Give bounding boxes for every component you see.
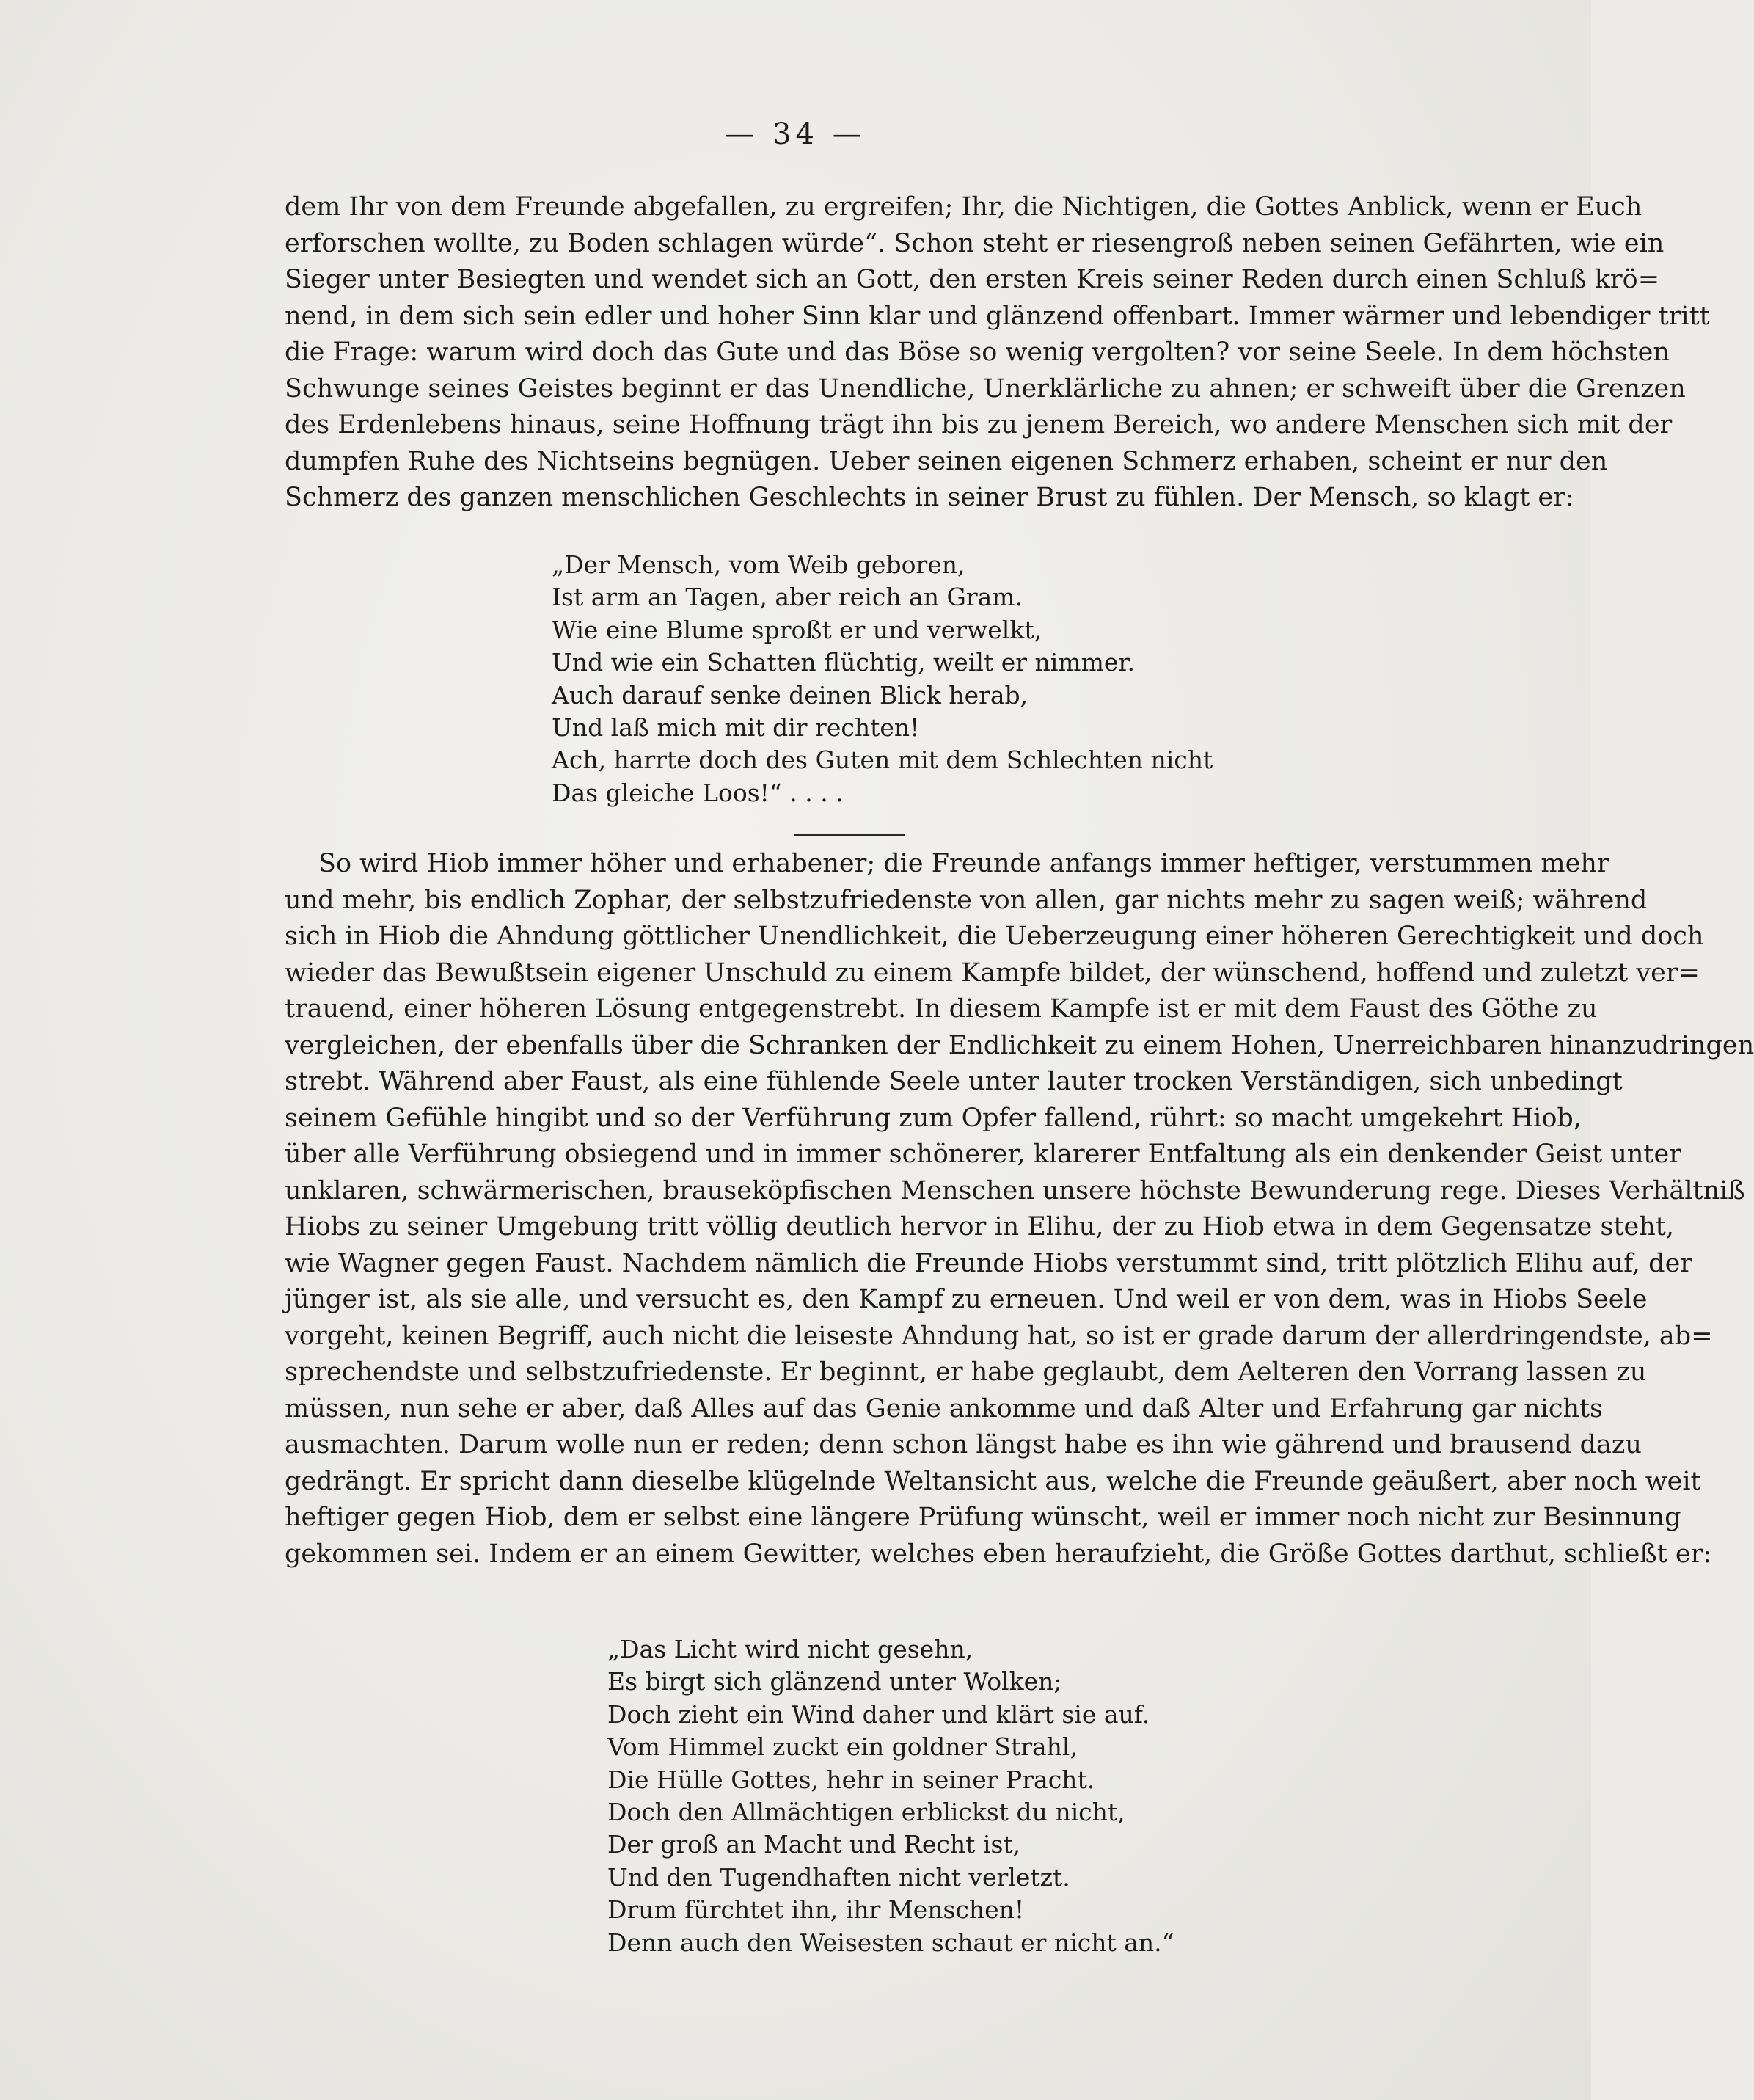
text-line: unklaren, schwärmerischen, brauseköpfischen Menschen unsere höchste Bewunderung rege. Dieses Verhältniß [285,1175,1745,1206]
text-line: die Frage: warum wird doch das Gute und das Böse so wenig vergolten? vor seine Seele. In dem höchsten [285,338,1670,367]
text-line: strebt. Während aber Faust, als eine fühlende Seele unter lauter trocken Verständigen, sich unbedingt [285,1067,1623,1096]
text-line: heftiger gegen Hiob, dem er selbst eine längere Prüfung wünscht, weil er immer noch nicht zur Besinnung [285,1503,1681,1532]
verse-line: „Der Mensch, vom Weib geboren, [552,550,965,579]
verse-line: Ach, harrte doch des Guten mit dem Schlechten nicht [552,745,1213,775]
verse-line: Doch den Allmächtigen erblickst du nicht, [607,1797,1125,1826]
page-number: — 34 — [725,117,866,151]
text-line: wieder das Bewußtsein eigener Unschuld zu einem Kampfe bildet, der wünschend, hoffend und zuletzt ver= [285,958,1700,988]
text-line: ausmachten. Darum wolle nun er reden; denn schon längst habe es ihn wie gährend und brausend dazu [285,1430,1642,1459]
text-line: So wird Hiob immer höher und erhabener; die Freunde anfangs immer heftiger, verstummen mehr [318,849,1609,878]
verse-line: Vom Himmel zuckt ein goldner Strahl, [607,1732,1078,1762]
text-line: dumpfen Ruhe des Nichtseins begnügen. Ueber seinen eigenen Schmerz erhaben, scheint er nur den [285,446,1608,476]
text-line: sprechendste und selbstzufriedenste. Er beginnt, er habe geglaubt, dem Aelteren den Vorrang lassen zu [285,1357,1647,1387]
verse-line: Es birgt sich glänzend unter Wolken; [607,1667,1062,1696]
text-line: gekommen sei. Indem er an einem Gewitter, welches eben heraufzieht, die Größe Gottes darthut, schließt er: [285,1539,1712,1569]
verse-line: Denn auch den Weisesten schaut er nicht an.“ [607,1928,1174,1957]
text-line: seinem Gefühle hingibt und so der Verführung zum Opfer fallend, rührt: so macht umgekehrt Hiob, [285,1103,1582,1133]
section-divider [794,834,905,836]
text-line: des Erdenlebens hinaus, seine Hoffnung trägt ihn bis zu jenem Bereich, wo andere Menschen sich mit der [285,410,1673,440]
text-line: trauend, einer höheren Lösung entgegenstrebt. In diesem Kampfe ist er mit dem Faust des Göthe zu [285,994,1598,1024]
text-line: Schmerz des ganzen menschlichen Geschlechts in seiner Brust zu fühlen. Der Mensch, so klagt er: [285,483,1574,512]
text-line: vorgeht, keinen Begriff, auch nicht die leiseste Ahndung hat, so ist er grade darum der allerdringendste, ab= [285,1321,1713,1351]
text-line: erforschen wollte, zu Boden schlagen würde“. Schon steht er riesengroß neben seinen Gefährten, wie ein [285,228,1665,258]
text-line: Sieger unter Besiegten und wendet sich an Gott, den ersten Kreis seiner Reden durch einen Schluß krö= [285,265,1660,294]
verse-line: Und laß mich mit dir rechten! [552,712,920,742]
text-line: nend, in dem sich sein edler und hoher Sinn klar und glänzend offenbart. Immer wärmer und lebendiger tritt [285,301,1710,331]
text-line: dem Ihr von dem Freunde abgefallen, zu ergreifen; Ihr, die Nichtigen, die Gottes Anblick, wenn er Euch [285,192,1642,222]
text-line: Hiobs zu seiner Umgebung tritt völlig deutlich hervor in Elihu, der zu Hiob etwa in dem Gegensatze steht, [285,1212,1674,1242]
verse-line: Doch zieht ein Wind daher und klärt sie auf. [607,1699,1150,1729]
verse-line: „Das Licht wird nicht gesehn, [607,1635,973,1663]
verse-line: Ist arm an Tagen, aber reich an Gram. [552,583,1023,612]
text-line: über alle Verführung obsiegend und in immer schönerer, klarerer Entfaltung als ein denkender Geist unter [285,1140,1681,1169]
verse-line: Auch darauf senke deinen Blick herab, [552,680,1028,710]
text-line: gedrängt. Er spricht dann dieselbe klügelnde Weltansicht aus, welche die Freunde geäußert, aber noch weit [285,1466,1701,1496]
paragraph-1 [285,189,1710,517]
text-line: müssen, nun sehe er aber, daß Alles auf das Genie ankomme und daß Alter und Erfahrung gar nichts [285,1393,1604,1423]
verse-line: Die Hülle Gottes, hehr in seiner Pracht. [607,1765,1095,1794]
verse-quote-2 [607,1633,1174,1959]
verse-quote-1 [552,549,1213,809]
verse-line: Drum fürchtet ihn, ihr Menschen! [607,1895,1025,1925]
verse-line: Wie eine Blume sproßt er und verwelkt, [552,615,1042,644]
text-line: jünger ist, als sie alle, und versucht es, den Kampf zu erneuen. Und weil er von dem, was in Hiobs Seele [285,1285,1648,1314]
text-line: vergleichen, der ebenfalls über die Schranken der Endlichkeit zu einem Hohen, Unerreichbaren hinanzudringen [285,1030,1754,1060]
verse-line: Der groß an Macht und Recht ist, [607,1830,1021,1859]
text-line: sich in Hiob die Ahndung göttlicher Unendlichkeit, die Ueberzeugung einer höheren Gerechtigkeit und doch [285,922,1704,951]
verse-line: Und wie ein Schatten flüchtig, weilt er nimmer. [552,648,1136,677]
text-line: Schwunge seines Geistes beginnt er das Unendliche, Unerklärliche zu ahnen; er schweift über die Grenzen [285,373,1686,404]
text-line: und mehr, bis endlich Zophar, der selbstzufriedenste von allen, gar nichts mehr zu sagen weiß; während [285,885,1648,915]
text-line: wie Wagner gegen Faust. Nachdem nämlich die Freunde Hiobs verstummt sind, tritt plötzlich Elihu auf, der [285,1248,1693,1278]
verse-line: Das gleiche Loos!“ . . . . [552,778,844,807]
verse-line: Und den Tugendhaften nicht verletzt. [607,1862,1070,1892]
paragraph-2 [285,846,1754,1572]
